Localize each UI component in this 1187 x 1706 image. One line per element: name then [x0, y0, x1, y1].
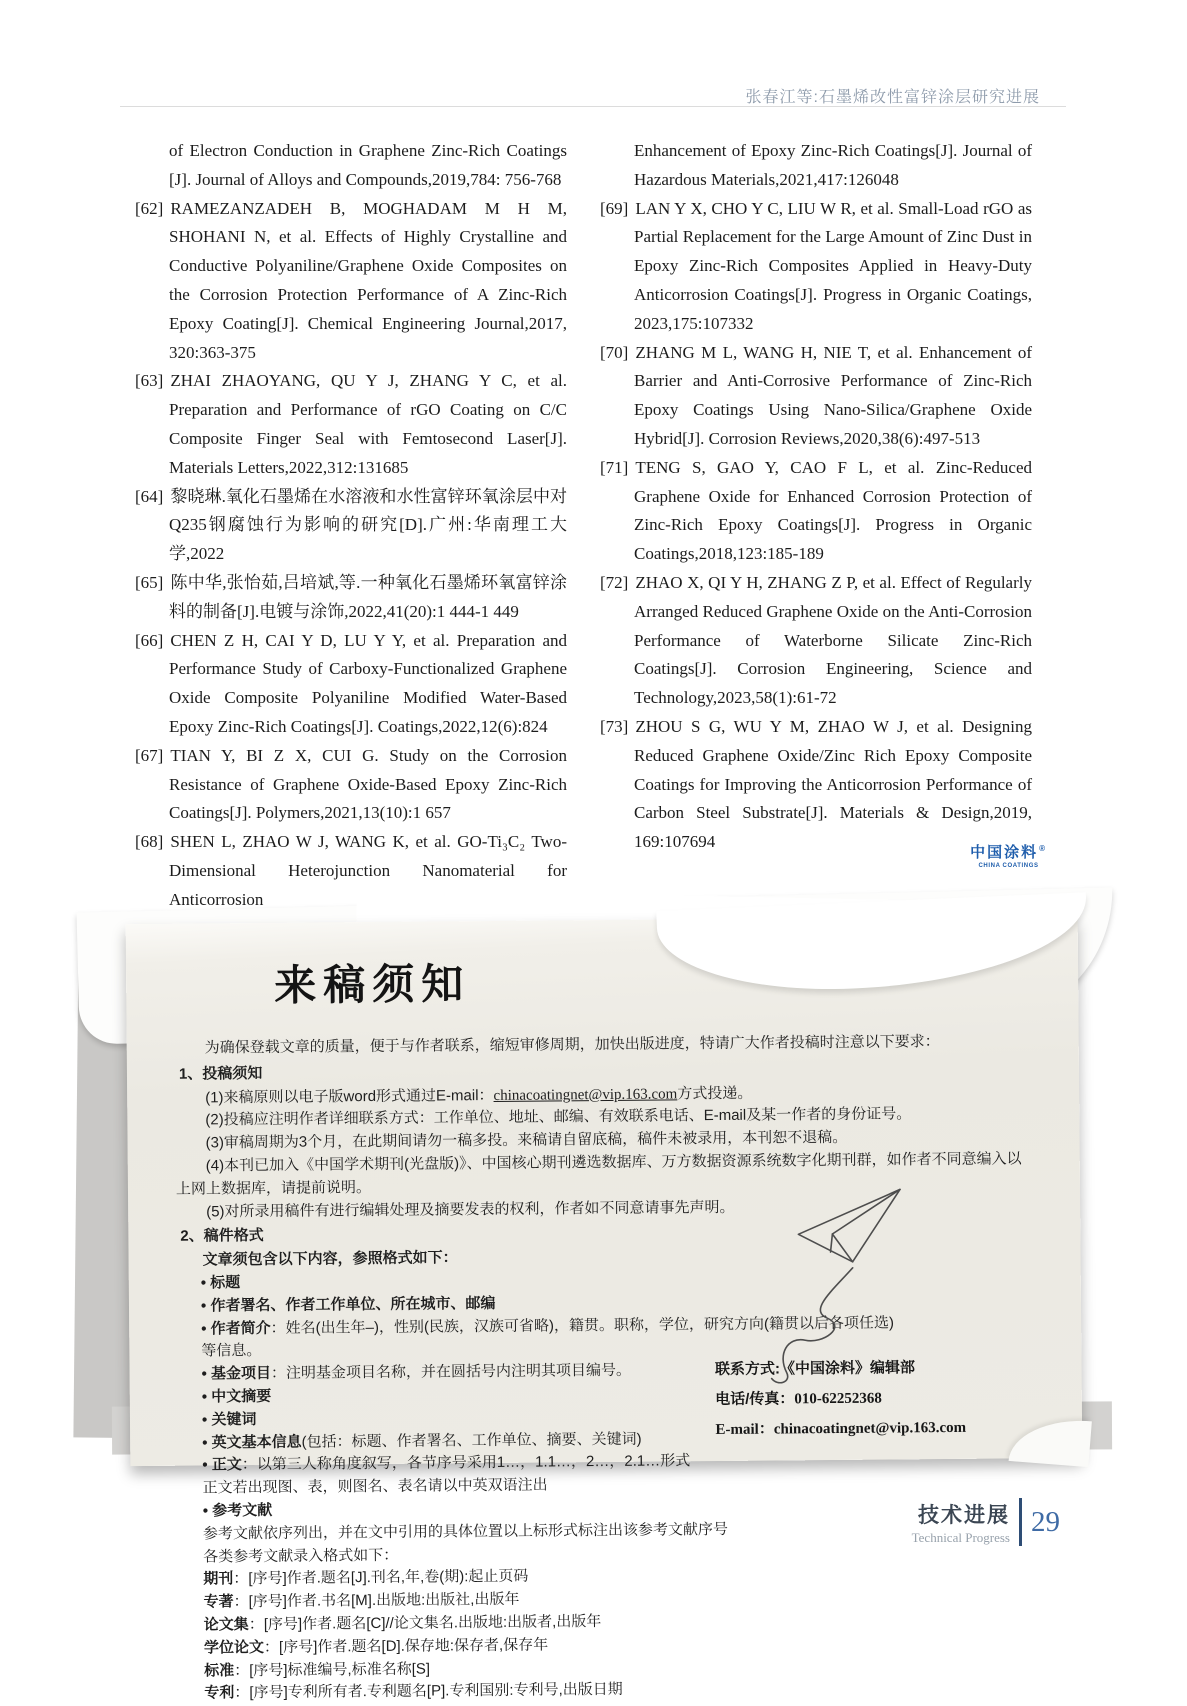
format-intro: 文章须包含以下内容，参照格式如下：: [202, 1249, 458, 1269]
reference-entry: [66] CHEN Z H, CAI Y D, LU Y Y, et al. Preparation and Performance Study of Carboxy-Functionalized Graphene Oxide Composite Polyaniline Modified Water-Based Epoxy Zinc-Rich Coatings[J]. Coatings,2022,12(6):824: [135, 630, 567, 736]
notice-section1-title: 1、投稿须知: [178, 1064, 263, 1083]
paper-plane-icon: [760, 1181, 942, 1383]
format-item: • 英文基本信息(包括：标题、作者署名、工作单位、摘要、关键词): [202, 1426, 902, 1455]
format-item: • 正文：以第三人称角度叙写，各节序号采用1…，1.1…，2…，2.1…形式: [202, 1449, 902, 1478]
china-coatings-logo: [970, 841, 1047, 869]
format-item: 专利：[序号]专利所有者.专利题名[P].专利国别:专利号,出版日期: [204, 1681, 623, 1702]
format-item: • 基金项目：注明基金项目名称，并在圆括号内注明其项目编号。: [201, 1358, 901, 1387]
references-section: [135, 137, 1032, 915]
format-item: 正文若出现图、表，则图名、表名请以中英双语注出: [202, 1476, 548, 1497]
reference-entry: Enhancement of Epoxy Zinc-Rich Coatings[J]. Journal of Hazardous Materials,2021,417:126048: [634, 141, 1032, 189]
reference-entry: [68] SHEN L, ZHAO W J, WANG K, et al. GO-Ti₃C₂ Two-Dimensional Heterojunction Nanomaterial for Anticorrosion: [135, 832, 567, 909]
reference-entry: [62] RAMEZANZADEH B, MOGHADAM M H M, SHOHANI N, et al. Effects of Highly Crystalline and Conductive Polyaniline/Graphene Oxide Composites on the Corrosion Protection Performance of A Zinc-Rich Epoxy Coating[J]. Chemical Engineering Journal,2017, 320:363-375: [135, 198, 567, 362]
header-rule: [120, 106, 1066, 107]
format-item: • 标题: [201, 1266, 901, 1295]
contact-line-1: 联系方式:《中国涂料》编辑部: [714, 1359, 915, 1379]
registered-mark-icon: ®: [1039, 844, 1047, 853]
contact-line-2: 电话/传真：010-62252368: [715, 1389, 882, 1408]
notice-intro: 为确保登载文章的质量，便于与作者联系，缩短审修周期，加快出版进度，特请广大作者投稿时注意以下要求：: [204, 1033, 940, 1057]
logo-text-cn: 中国涂料: [970, 844, 1039, 861]
contact-email: chinacoatingnet@vip.163.com: [773, 1419, 967, 1438]
logo-text-en: CHINA COATINGS: [978, 863, 1039, 869]
notice-item: (4)本刊已加入《中国学术期刊(光盘版)》、中国核心期刊遴选数据库、万方数据资源系统数字化期刊群，如作者不同意编入以上网上数据库，请提前说明。: [175, 1150, 1022, 1198]
contact-line-3: E-mail：chinacoatingnet@vip.163.com: [715, 1419, 967, 1438]
reference-entry: [64] 黎晓琳.氧化石墨烯在水溶液和水性富锌环氧涂层中对Q235钢腐蚀行为影响的研究[D].广州:华南理工大学,2022: [135, 486, 567, 564]
contact-block: [715, 1353, 966, 1445]
format-item: • 参考文献: [203, 1494, 903, 1523]
format-item: 论文集：[序号]作者.题名[C]//论文集名.出版地:出版者,出版年: [203, 1612, 602, 1634]
reference-entry: [71] TENG S, GAO Y, CAO F L, et al. Zinc-Reduced Graphene Oxide for Enhanced Corrosion Protection of Zinc-Rich Epoxy Coatings[J]. Progress in Organic Coatings,2018,123:185-189: [600, 457, 1032, 564]
running-header: 张春江等:石墨烯改性富锌涂层研究进展: [745, 89, 1040, 106]
notice-item: (2)投稿应注明作者详细联系方式：工作单位、地址、邮编、有效联系电话、E-mail及某一作者的身份证号。: [205, 1105, 912, 1129]
format-item: • 作者署名、作者工作单位、所在城市、邮编: [201, 1289, 901, 1318]
reference-entry: [65] 陈中华,张怡茹,吕培斌,等.一种氧化石墨烯环氧富锌涂料的制备[J].电镀与涂饰,2022,41(20):1 444-1 449: [135, 572, 567, 621]
footer-section-cn: 技术进展: [918, 1503, 1010, 1527]
reference-entry: [70] ZHANG M L, WANG H, NIE T, et al. Enhancement of Barrier and Anti-Corrosive Performance of Zinc-Rich Epoxy Coatings Using Nano-Silica/Graphene Oxide Hybrid[J]. Corrosion Reviews,2020,38(6):497-513: [600, 342, 1032, 448]
reference-entry: [73] ZHOU S G, WU Y M, ZHAO W J, et al. Designing Reduced Graphene Oxide/Zinc Rich Epoxy Composite Coatings for Improving the Anticorrosion Performance of Carbon Steel Substrate[J]. Materials & Design,2019, 169:107694: [600, 716, 1032, 852]
notice-item: (3)审稿周期为3个月，在此期间请勿一稿多投。来稿请自留底稿，稿件未被录用，本刊恕不退稿。: [205, 1129, 848, 1152]
format-item: 各类参考文献录入格式如下：: [203, 1546, 399, 1566]
phone-number: 010-62252368: [794, 1390, 882, 1407]
format-item: 参考文献依序列出，并在文中引用的具体位置以上标形式标注出该参考文献序号: [202, 1520, 729, 1543]
format-item: • 作者简介：姓名(出生年–)，性别(民族，汉族可省略)，籍贯。职称，学位，研究方向(籍贯以后各项任选)等信息。: [201, 1312, 901, 1364]
format-item: 学位论文：[序号]作者.题名[D].保存地:保存者,保存年: [203, 1636, 549, 1657]
format-item: 专著：[序号]作者.书名[M].出版地:出版社,出版年: [203, 1590, 520, 1611]
notice-title: 来稿须知: [273, 960, 471, 1009]
email-address: chinacoatingnet@vip.163.com: [493, 1085, 678, 1104]
format-item: 标准：[序号]标准编号,标准名称[S]: [204, 1660, 431, 1680]
reference-entry: [67] TIAN Y, BI Z X, CUI G. Study on the Corrosion Resistance of Graphene Oxide-Based Epoxy Zinc-Rich Coatings[J]. Polymers,2021,13(10):1 657: [135, 745, 567, 823]
footer-divider-bar: [1019, 1498, 1022, 1546]
footer-section-en: Technical Progress: [911, 1529, 1010, 1545]
reference-entry: [69] LAN Y X, CHO Y C, LIU W R, et al. Small-Load rGO as Partial Replacement for the Large Amount of Zinc Dust in Epoxy Zinc-Rich Composites Applied in Heavy-Duty Anticorrosion Coatings[J]. Progress in Organic Coatings, 2023,175:107332: [600, 198, 1032, 333]
format-item: 期刊：[序号]作者.题名[J].刊名,年,卷(期):起止页码: [203, 1568, 529, 1588]
format-item: • 中文摘要: [202, 1380, 902, 1409]
reference-entry: [72] ZHAO X, QI Y H, ZHANG Z P, et al. Effect of Regularly Arranged Reduced Graphene Oxide on the Anti-Corrosion Performance of Waterborne Silicate Zinc-Rich Coatings[J]. Corrosion Engineering, Science and Technology,2023,58(1):61-72: [600, 572, 1032, 708]
notice-section2-title: 2、稿件格式: [180, 1227, 264, 1246]
references-right-column: [600, 137, 1032, 915]
page-footer: [912, 1498, 1060, 1546]
reference-entry: [63] ZHAI ZHAOYANG, QU Y J, ZHANG Y C, et al. Preparation and Performance of rGO Coating on C/C Composite Finger Seal with Femtosecond Laser[J]. Materials Letters,2022,312:131685: [135, 371, 567, 477]
notice-item: (5)对所录用稿件有进行编辑处理及摘要发表的权利，作者如不同意请事先声明。: [206, 1198, 735, 1221]
references-left-column: [135, 137, 567, 915]
notice-item: (1)来稿原则以电子版word形式通过E-mail：chinacoatingnet@vip.163.com方式投递。: [205, 1084, 753, 1107]
page-number: 29: [1031, 1505, 1060, 1538]
reference-entry: of Electron Conduction in Graphene Zinc-Rich Coatings [J]. Journal of Alloys and Compounds,2019,784: 756-768: [169, 141, 567, 189]
format-item: • 关键词: [202, 1403, 902, 1432]
